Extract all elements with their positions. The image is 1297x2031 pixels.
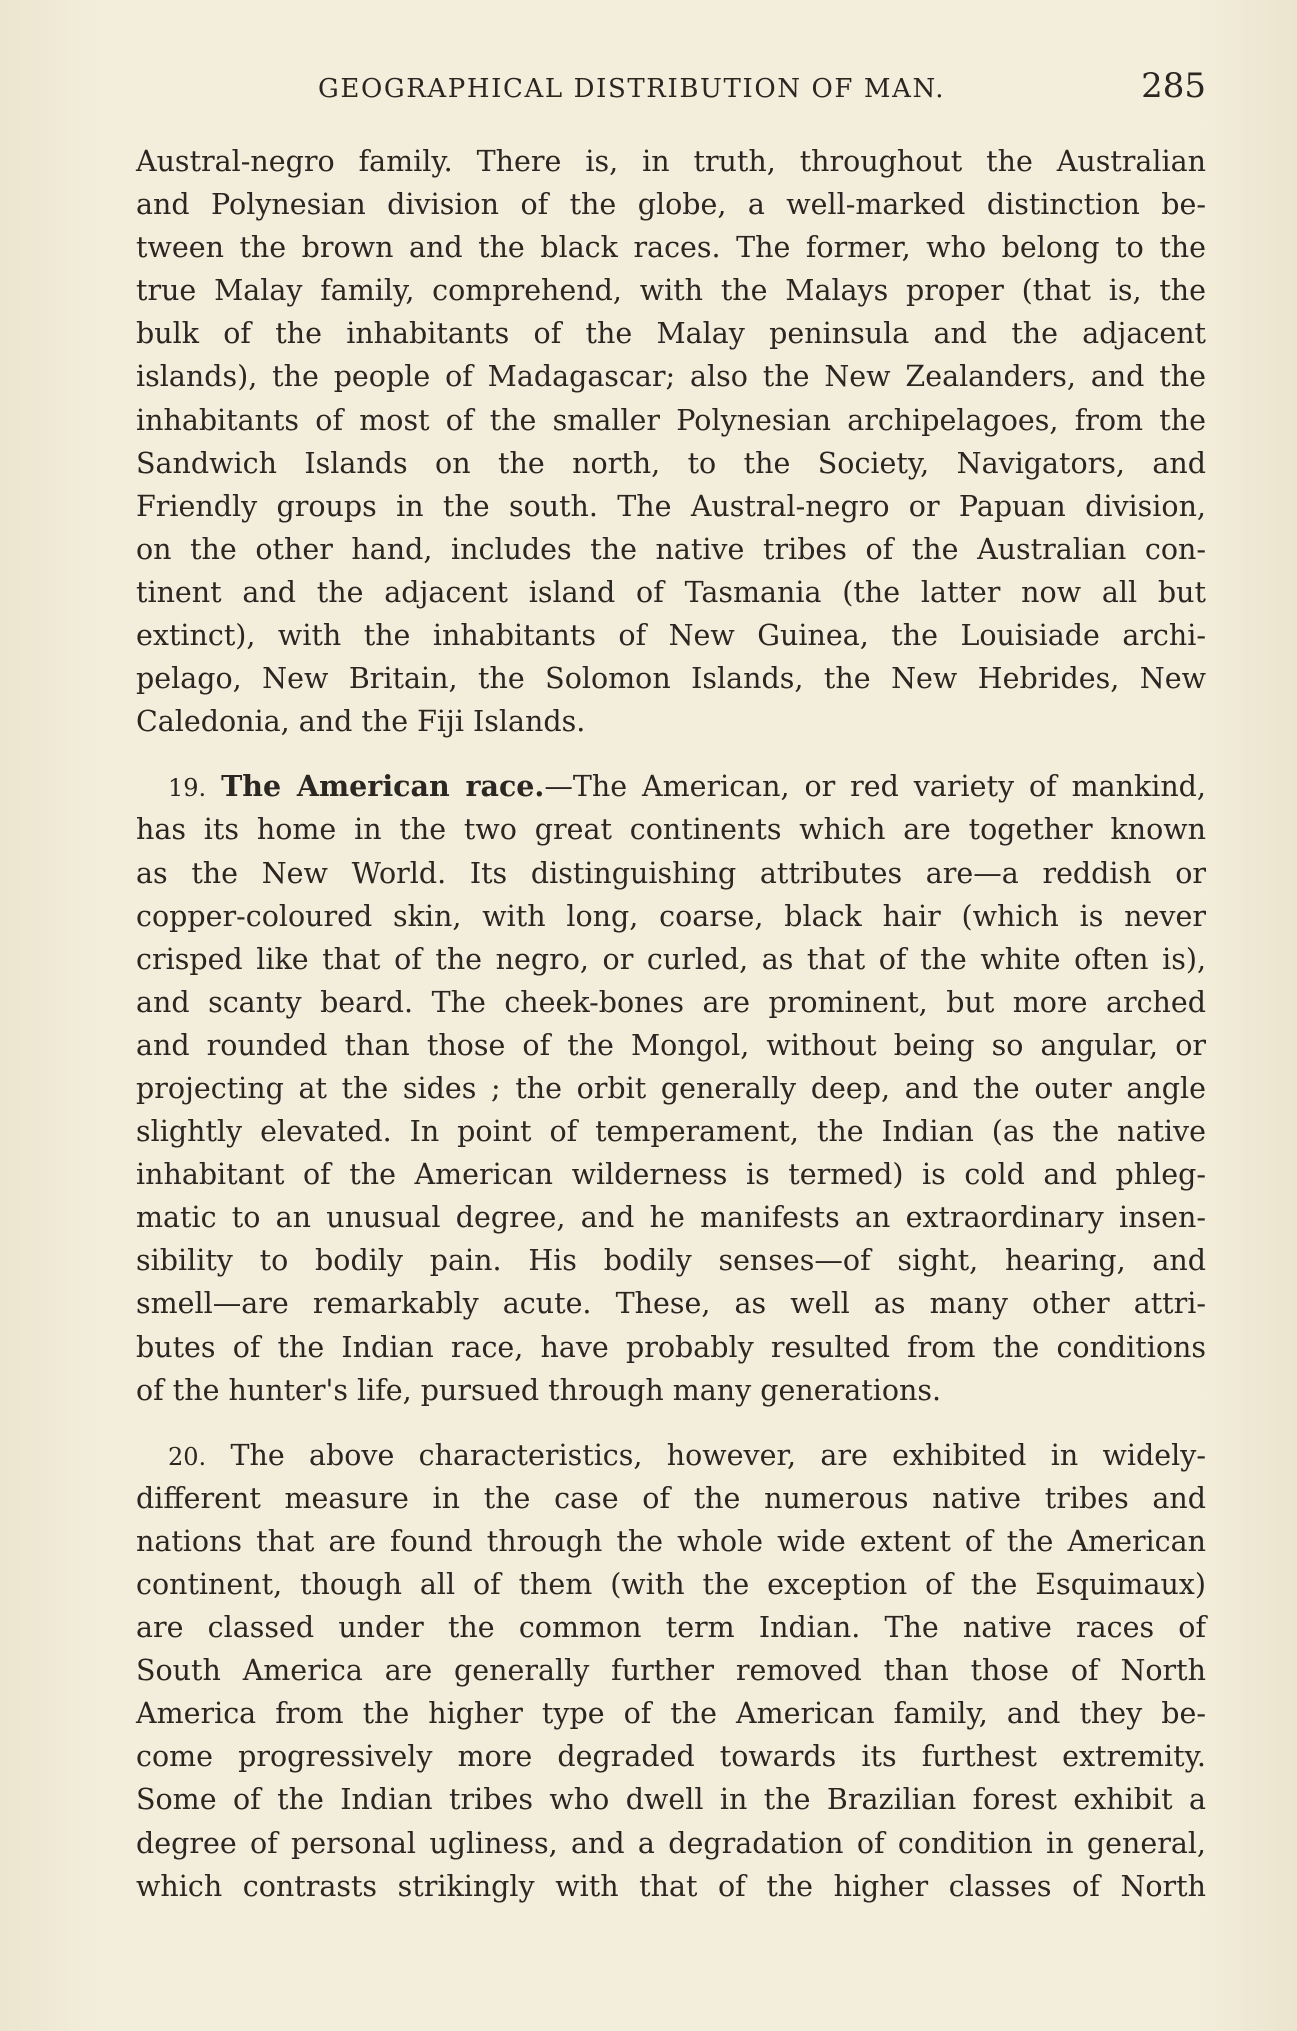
text-line: come progressively more degraded towards its furthest extremity. <box>136 1740 1206 1774</box>
text-line: Sandwich Islands on the north, to the Society, Navigators, and <box>136 446 1206 480</box>
text-line: bulk of the inhabitants of the Malay peninsula and the adjacent <box>136 317 1206 351</box>
text-line: slightly elevated. In point of temperament, the Indian (as the native <box>136 1115 1206 1149</box>
paragraph-first-line <box>136 765 1206 808</box>
text-line: pelago, New Britain, the Solomon Islands, the New Hebrides, New <box>136 662 1206 696</box>
text-line: are classed under the common term Indian. The native races of <box>136 1611 1206 1645</box>
text-line: Caledonia, and the Fiji Islands. <box>136 705 586 739</box>
text-line: on the other hand, includes the native tribes of the Australian con- <box>136 532 1206 566</box>
page-header <box>136 66 1206 110</box>
text-line: Austral-negro family. There is, in truth, throughout the Australian <box>136 145 1206 178</box>
body-text <box>136 140 1206 1908</box>
text-line: Some of the Indian tribes who dwell in the Brazilian forest exhibit a <box>136 1783 1206 1817</box>
text-line: of the hunter's life, pursued through many generations. <box>136 1373 942 1407</box>
paragraph-continuation <box>136 140 1206 743</box>
running-title: GEOGRAPHICAL DISTRIBUTION OF MAN. <box>318 74 946 104</box>
section-title: The American race. <box>221 769 545 804</box>
text-line: nations that are found through the whole wide extent of the American <box>136 1524 1206 1558</box>
text-line: America from the higher type of the American family, and they be- <box>136 1697 1206 1731</box>
page-number: 285 <box>1141 66 1206 106</box>
text-line: degree of personal ugliness, and a degradation of condition in general, <box>136 1826 1206 1860</box>
paragraph-number: 19. <box>168 774 207 803</box>
text-line: tween the brown and the black races. The former, who belong to the <box>136 231 1206 265</box>
paragraph-19 <box>136 765 1206 1411</box>
text-line: has its home in the two great continents which are together known <box>136 813 1206 847</box>
text-line: true Malay family, comprehend, with the Malays proper (that is, the <box>136 274 1206 308</box>
paragraph-number: 20. <box>168 1442 207 1471</box>
text-line: tinent and the adjacent island of Tasmania (the latter now all but <box>136 575 1206 609</box>
text-line: and rounded than those of the Mongol, without being so angular, or <box>136 1028 1206 1062</box>
text-line: copper-coloured skin, with long, coarse, black hair (which is never <box>136 899 1206 933</box>
text-line: extinct), with the inhabitants of New Guinea, the Louisiade archi- <box>136 619 1206 653</box>
text-line: inhabitants of most of the smaller Polynesian archipelagoes, from the <box>136 403 1206 437</box>
text-line: South America are generally further removed than those of North <box>136 1654 1206 1688</box>
text-line: butes of the Indian race, have probably resulted from the conditions <box>136 1330 1206 1364</box>
paragraph-20 <box>136 1434 1206 1908</box>
text-line: as the New World. Its distinguishing attributes are—a reddish or <box>136 856 1206 890</box>
text-line: projecting at the sides ; the orbit generally deep, and the outer angle <box>136 1071 1206 1105</box>
text-line: Friendly groups in the south. The Austral-negro or Papuan division, <box>136 489 1206 523</box>
text-line: inhabitant of the American wilderness is termed) is cold and phleg- <box>136 1158 1206 1192</box>
paragraph-first-line <box>136 1434 1206 1477</box>
text-line: which contrasts strikingly with that of the higher classes of North <box>136 1869 1206 1903</box>
text-line: and scanty beard. The cheek-bones are prominent, but more arched <box>136 985 1206 1019</box>
text-line: sibility to bodily pain. His bodily senses—of sight, hearing, and <box>136 1244 1206 1278</box>
text-line: smell—are remarkably acute. These, as well as many other attri- <box>136 1287 1206 1321</box>
text-line: continent, though all of them (with the exception of the Esquimaux) <box>136 1568 1206 1601</box>
first-line-text: The above characteristics, however, are exhibited in widely- <box>230 1438 1206 1472</box>
text-line: islands), the people of Madagascar; also the New Zealanders, and the <box>136 360 1206 394</box>
text-line: crisped like that of the negro, or curled, as that of the white often is), <box>136 942 1206 976</box>
first-line-text: —The American, or red variety of mankind, <box>544 770 1206 804</box>
text-line: different measure in the case of the numerous native tribes and <box>136 1481 1206 1515</box>
text-line: and Polynesian division of the globe, a well-marked distinction be- <box>136 188 1206 222</box>
text-line: matic to an unusual degree, and he manifests an extraordinary insen- <box>136 1201 1206 1235</box>
